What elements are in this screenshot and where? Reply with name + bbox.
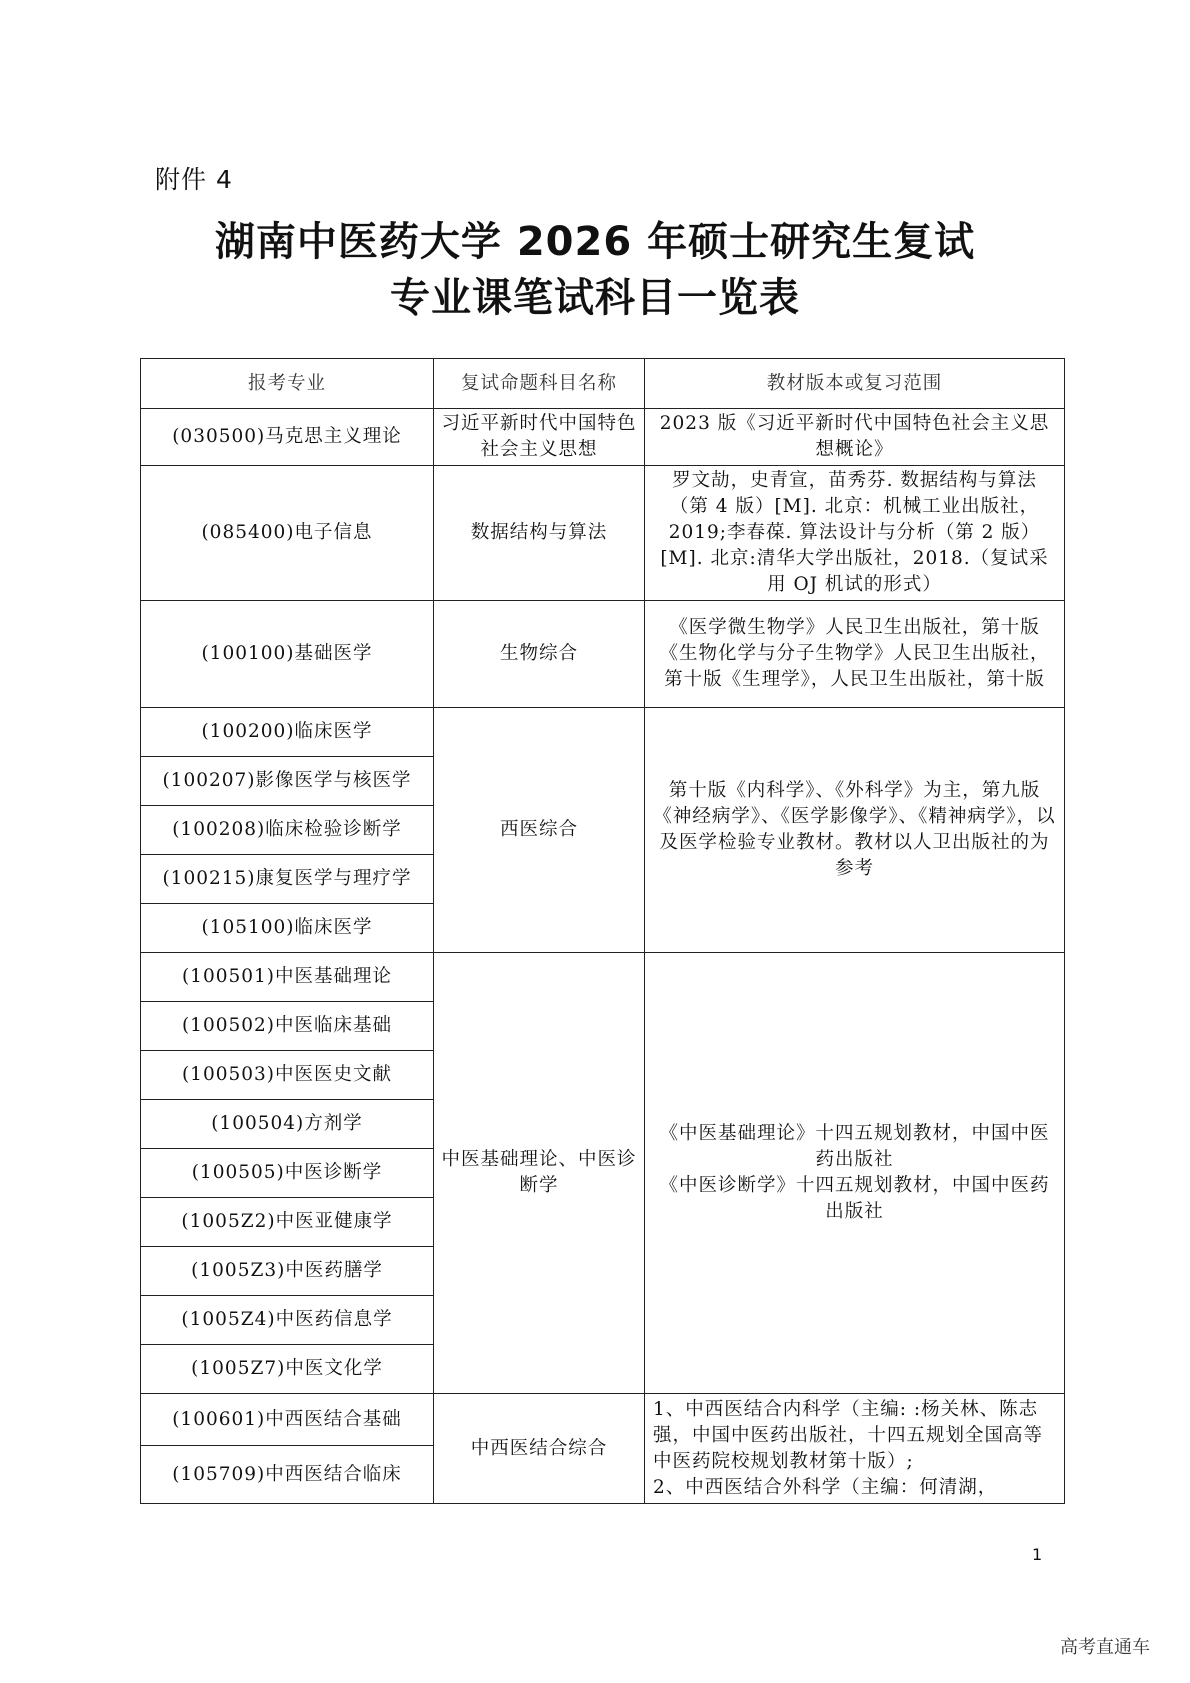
major-cell: (100215)康复医学与理疗学: [141, 855, 434, 904]
major-cell: (100502)中医临床基础: [141, 1002, 434, 1051]
major-cell: (1005Z2)中医亚健康学: [141, 1198, 434, 1247]
header-subject: 复试命题科目名称: [434, 359, 645, 409]
major-cell: (100503)中医医史文献: [141, 1051, 434, 1100]
page-number: 1: [1032, 1545, 1043, 1564]
scope-line: 《中医诊断学》十四五规划教材，中国中医药出版社: [659, 1175, 1050, 1222]
table-row: [141, 708, 1065, 757]
scope-cell: [645, 1394, 1065, 1504]
major-cell: (100505)中医诊断学: [141, 1149, 434, 1198]
table-row: [141, 409, 1065, 466]
scope-cell: 罗文劼，史青宣，苗秀芬. 数据结构与算法（第 4 版）[M]. 北京：机械工业出版社，2019;李春葆. 算法设计与分析（第 2 版）[M]. 北京:清华大学出版社，2018.（复试采用 OJ 机试的形式）: [645, 466, 1065, 601]
subject-cell: 习近平新时代中国特色社会主义思想: [434, 409, 645, 466]
major-cell: (030500)马克思主义理论: [141, 409, 434, 466]
page-title-line1: 湖南中医药大学 2026 年硕士研究生复试: [214, 219, 976, 265]
table-row: [141, 1394, 1065, 1446]
major-cell: (105709)中西医结合临床: [141, 1446, 434, 1504]
scope-line: 《中医基础理论》十四五规划教材，中国中医药出版社: [659, 1123, 1050, 1170]
major-cell: (100601)中西医结合基础: [141, 1394, 434, 1446]
scope-cell: [645, 953, 1065, 1394]
table-row: [141, 601, 1065, 708]
subject-cell: 中西医结合综合: [434, 1394, 645, 1504]
scope-cell: 第十版《内科学》、《外科学》为主，第九版《神经病学》、《医学影像学》、《精神病学》，以及医学检验专业教材。教材以人卫出版社的为参考: [645, 708, 1065, 953]
header-major: 报考专业: [141, 359, 434, 409]
table-header-row: [141, 359, 1065, 409]
major-cell: (100200)临床医学: [141, 708, 434, 757]
page-title-line2: 专业课笔试科目一览表: [390, 275, 800, 321]
table-row: [141, 466, 1065, 601]
subject-cell: 数据结构与算法: [434, 466, 645, 601]
major-cell: (1005Z4)中医药信息学: [141, 1296, 434, 1345]
scope-line: 2、中西医结合外科学（主编：何清湖，: [653, 1476, 998, 1498]
major-cell: (100504)方剂学: [141, 1100, 434, 1149]
subject-cell: 生物综合: [434, 601, 645, 708]
major-cell: (085400)电子信息: [141, 466, 434, 601]
attachment-label: 附件 4: [155, 165, 233, 194]
subject-cell: 中医基础理论、中医诊断学: [434, 953, 645, 1394]
watermark: 高考直通车: [1060, 1637, 1150, 1658]
major-cell: (105100)临床医学: [141, 904, 434, 953]
major-cell: (100208)临床检验诊断学: [141, 806, 434, 855]
exam-subjects-table: [140, 358, 1065, 1504]
major-cell: (100100)基础医学: [141, 601, 434, 708]
header-scope: 教材版本或复习范围: [645, 359, 1065, 409]
major-cell: (100501)中医基础理论: [141, 953, 434, 1002]
scope-line: 1、中西医结合内科学（主编: :杨关林、陈志强，中国中医药出版社，十四五规划全国高等中医药院校规划教材第十版）;: [653, 1398, 1044, 1472]
scope-cell: 《医学微生物学》人民卫生出版社，第十版《生物化学与分子生物学》人民卫生出版社，第十版《生理学》，人民卫生出版社，第十版: [645, 601, 1065, 708]
major-cell: (100207)影像医学与核医学: [141, 757, 434, 806]
subject-cell: 西医综合: [434, 708, 645, 953]
major-cell: (1005Z7)中医文化学: [141, 1345, 434, 1394]
scope-cell: 2023 版《习近平新时代中国特色社会主义思想概论》: [645, 409, 1065, 466]
major-cell: (1005Z3)中医药膳学: [141, 1247, 434, 1296]
table-row: [141, 953, 1065, 1002]
